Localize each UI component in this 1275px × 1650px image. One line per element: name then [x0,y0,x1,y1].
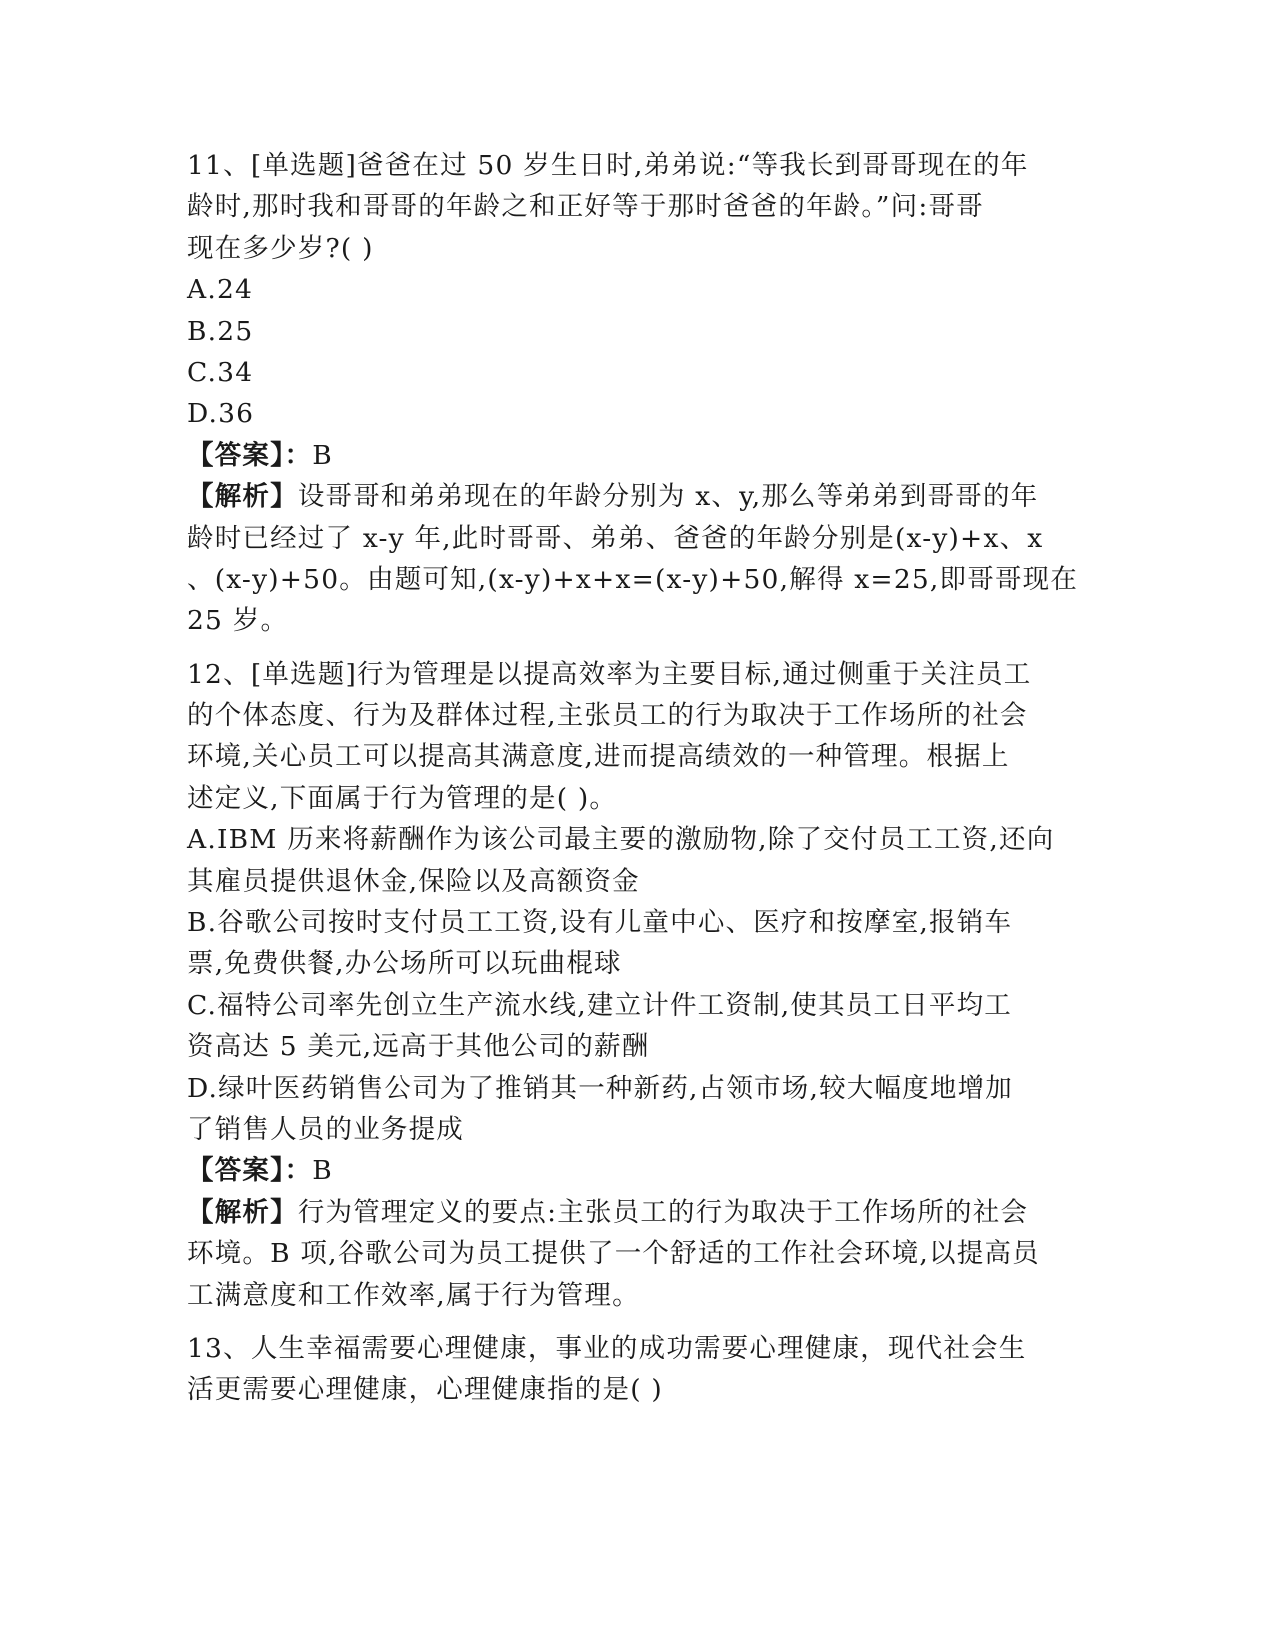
option-b: B.25 [187,315,254,347]
option-d: D.36 [187,398,255,430]
question-text-line: 12、[单选题]行为管理是以提高效率为主要目标,通过侧重于关注员工 [187,658,1032,690]
option-a: A.24 [187,274,254,306]
question-text-line: 活更需要心理健康，心理健康指的是( ) [187,1374,663,1406]
analysis-label: 【解析】 [187,481,298,513]
analysis-label: 【解析】 [187,1196,298,1228]
analysis-line [187,476,1087,517]
answer-value: B [312,439,333,471]
option-a-cont: 其雇员提供退休金,保险以及高额资金 [187,865,640,897]
analysis-text: 设哥哥和弟弟现在的年龄分别为 x、y,那么等弟弟到哥哥的年 [297,481,1039,513]
answer-value: B [312,1155,333,1187]
analysis-line: 、(x-y)+50。由题可知,(x-y)+x+x=(x-y)+50,解得 x=25,即哥哥现在 [187,563,1079,595]
question-text-line: 现在多少岁?( ) [187,232,374,264]
document-content [187,145,1087,1411]
answer-line [187,1150,1087,1191]
option-b-cont: 票,免费供餐,办公场所可以玩曲棍球 [187,948,622,980]
option-a: A.IBM 历来将薪酬作为该公司最主要的激励物,除了交付员工工资,还向 [187,824,1055,856]
option-c-cont: 资高达 5 美元,远高于其他公司的薪酬 [187,1031,650,1063]
analysis-line: 环境。B 项,谷歌公司为员工提供了一个舒适的工作社会环境,以提高员 [187,1238,1040,1270]
option-c: C.34 [187,356,254,388]
answer-line [187,435,1087,476]
question-12 [187,654,1087,1316]
answer-label: 【答案】： [187,439,313,471]
option-b: B.谷歌公司按时支付员工工资,设有儿童中心、医疗和按摩室,报销车 [187,907,1013,939]
answer-label: 【答案】： [187,1155,313,1187]
option-d-cont: 了销售人员的业务提成 [187,1113,464,1145]
question-text-line: 11、[单选题]爸爸在过 50 岁生日时,弟弟说:“等我长到哥哥现在的年 [187,150,1029,181]
question-spacer [187,1316,1087,1328]
analysis-line [187,1192,1087,1233]
question-text-line: 13、人生幸福需要心理健康，事业的成功需要心理健康，现代社会生 [187,1332,1027,1364]
analysis-line: 龄时已经过了 x-y 年,此时哥哥、弟弟、爸爸的年龄分别是(x-y)+x、x [187,522,1044,554]
question-11 [187,145,1087,642]
analysis-line: 工满意度和工作效率,属于行为管理。 [187,1279,640,1311]
question-text-line: 述定义,下面属于行为管理的是( )。 [187,782,618,814]
option-d: D.绿叶医药销售公司为了推销其一种新药,占领市场,较大幅度地增加 [187,1072,1013,1104]
analysis-text: 行为管理定义的要点:主张员工的行为取决于工作场所的社会 [297,1196,1029,1228]
question-text-line: 龄时,那时我和哥哥的年龄之和正好等于那时爸爸的年龄。”问:哥哥 [187,191,984,223]
question-text-line: 的个体态度、行为及群体过程,主张员工的行为取决于工作场所的社会 [187,700,1028,732]
analysis-line: 25 岁。 [187,605,289,637]
question-text-line: 环境,关心员工可以提高其满意度,进而提高绩效的一种管理。根据上 [187,741,1010,773]
question-spacer [187,642,1087,654]
option-c: C.福特公司率先创立生产流水线,建立计件工资制,使其员工日平均工 [187,989,1013,1021]
question-13 [187,1328,1087,1411]
